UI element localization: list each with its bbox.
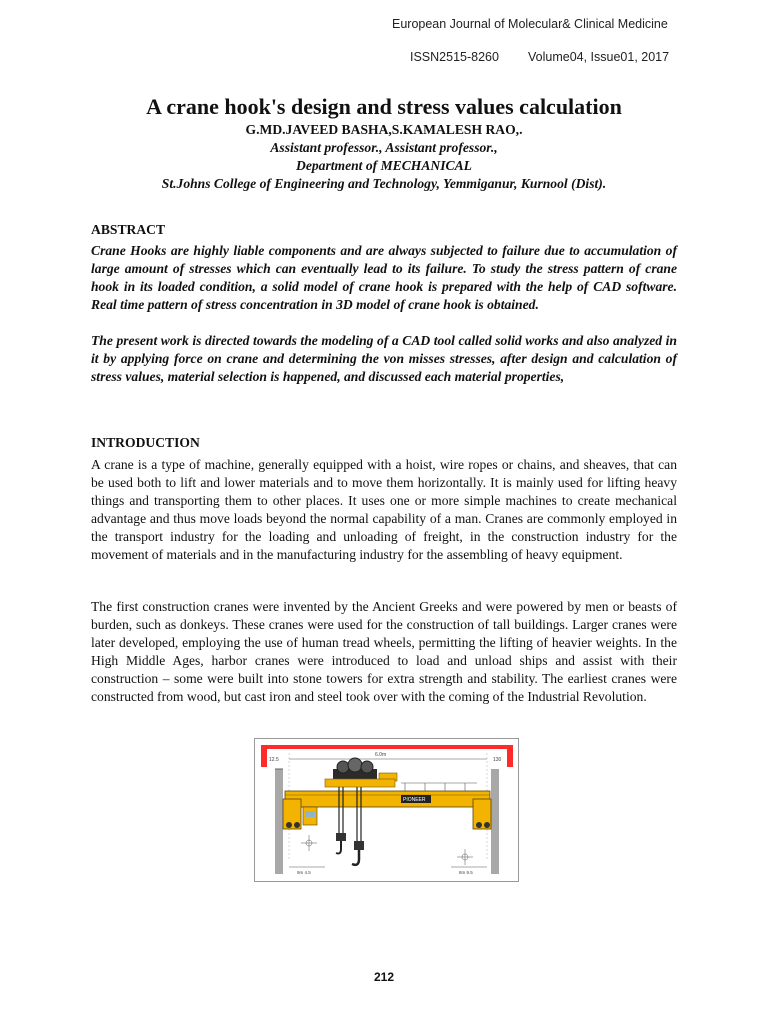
wall-left <box>275 769 283 874</box>
paper-title: A crane hook's design and stress values calculation <box>146 94 622 119</box>
dim-top: 6.0m <box>375 752 387 758</box>
introduction-paragraph-2: The first construction cranes were invented by the Ancient Greeks and were powered by men or beasts of burden, such as donkeys. These cranes were used for the construction of tall buildings. Larger cranes were later developed, employing the use of human tread wheels, permitting the lifting of heavier weights. In the High Middle Ages, harbor cranes were introduced to load and unload ships and assist with their construction – some were built into stone towers for extra strength and stability. The earliest cranes were constructed from wood, but cast iron and steel took over with the coming of the Industrial Revolution. <box>91 599 677 705</box>
winch-drum-1 <box>337 761 349 773</box>
brand-label: PIONEER <box>403 797 426 803</box>
crane-figure <box>254 738 519 882</box>
winch-drum-2 <box>348 758 362 772</box>
rail-right <box>507 745 513 767</box>
abstract-paragraph-1: Crane Hooks are highly liable components and are always subjected to failure due to accumulation of large amount of stresses which can eventually lead to its failure. To study the stress pattern of crane hook in its loaded condition, a solid model of crane hook is prepared with the help of CAD software. Real time pattern of stress concentration in 3D model of crane hook is obtained. <box>91 243 677 313</box>
author-positions: Assistant professor., Assistant professor., <box>270 140 498 155</box>
department: Department of MECHANICAL <box>296 158 472 173</box>
trolley-frame <box>325 779 395 787</box>
issn: ISSN2515-8260 <box>410 50 499 64</box>
journal-name: European Journal of Molecular& Clinical Medicine <box>392 17 668 31</box>
hook-small-icon <box>336 841 341 854</box>
crane-drawing <box>255 739 518 881</box>
introduction-heading: INTRODUCTION <box>91 435 200 450</box>
page-number: 212 <box>373 970 395 984</box>
hook-main-icon <box>352 850 359 865</box>
winch-drum-3 <box>361 761 373 773</box>
college: St.Johns College of Engineering and Technology, Yemmiganur, Kurnool (Dist). <box>161 176 607 191</box>
hook-block-small <box>336 833 346 841</box>
wall-right <box>491 769 499 874</box>
authors: G.MD.JAVEED BASHA,S.KAMALESH RAO,. <box>245 122 523 137</box>
introduction-paragraph-1: A crane is a type of machine, generally equipped with a hoist, wire ropes or chains, and sheaves, that can be used both to lift and lower materials and to move them horizontally. It is mainly used for lifting heavy things and transporting them to other places. It uses one or more simple machines to create mechanical advantage and thus move loads beyond the normal capability of a man. Cranes are commonly employed in the transport industry for the loading and unloading of freight, in the construction industry for the movement of materials and in the manufacturing industry for the assembling of heavy equipment. <box>91 457 677 563</box>
main-girder <box>285 791 490 807</box>
hook-block-main <box>354 841 364 850</box>
dim-bottom-right: 8m 9.5 <box>459 870 473 875</box>
dim-right: 130 <box>493 757 502 763</box>
rail-top <box>261 745 513 749</box>
abstract-heading: ABSTRACT <box>91 222 166 237</box>
abstract-paragraph-2: The present work is directed towards the modeling of a CAD tool called solid works and also analyzed in it by applying force on crane and determining the von misses stresses, after design and calculation of stress values, material selection is happened, and discussed each material properties, <box>91 333 677 385</box>
volume-issue: Volume04, Issue01, 2017 <box>528 50 670 64</box>
rail-left <box>261 745 267 767</box>
dim-bottom-left: 9m 4.5 <box>297 870 311 875</box>
dim-left: 12.5 <box>269 757 279 763</box>
